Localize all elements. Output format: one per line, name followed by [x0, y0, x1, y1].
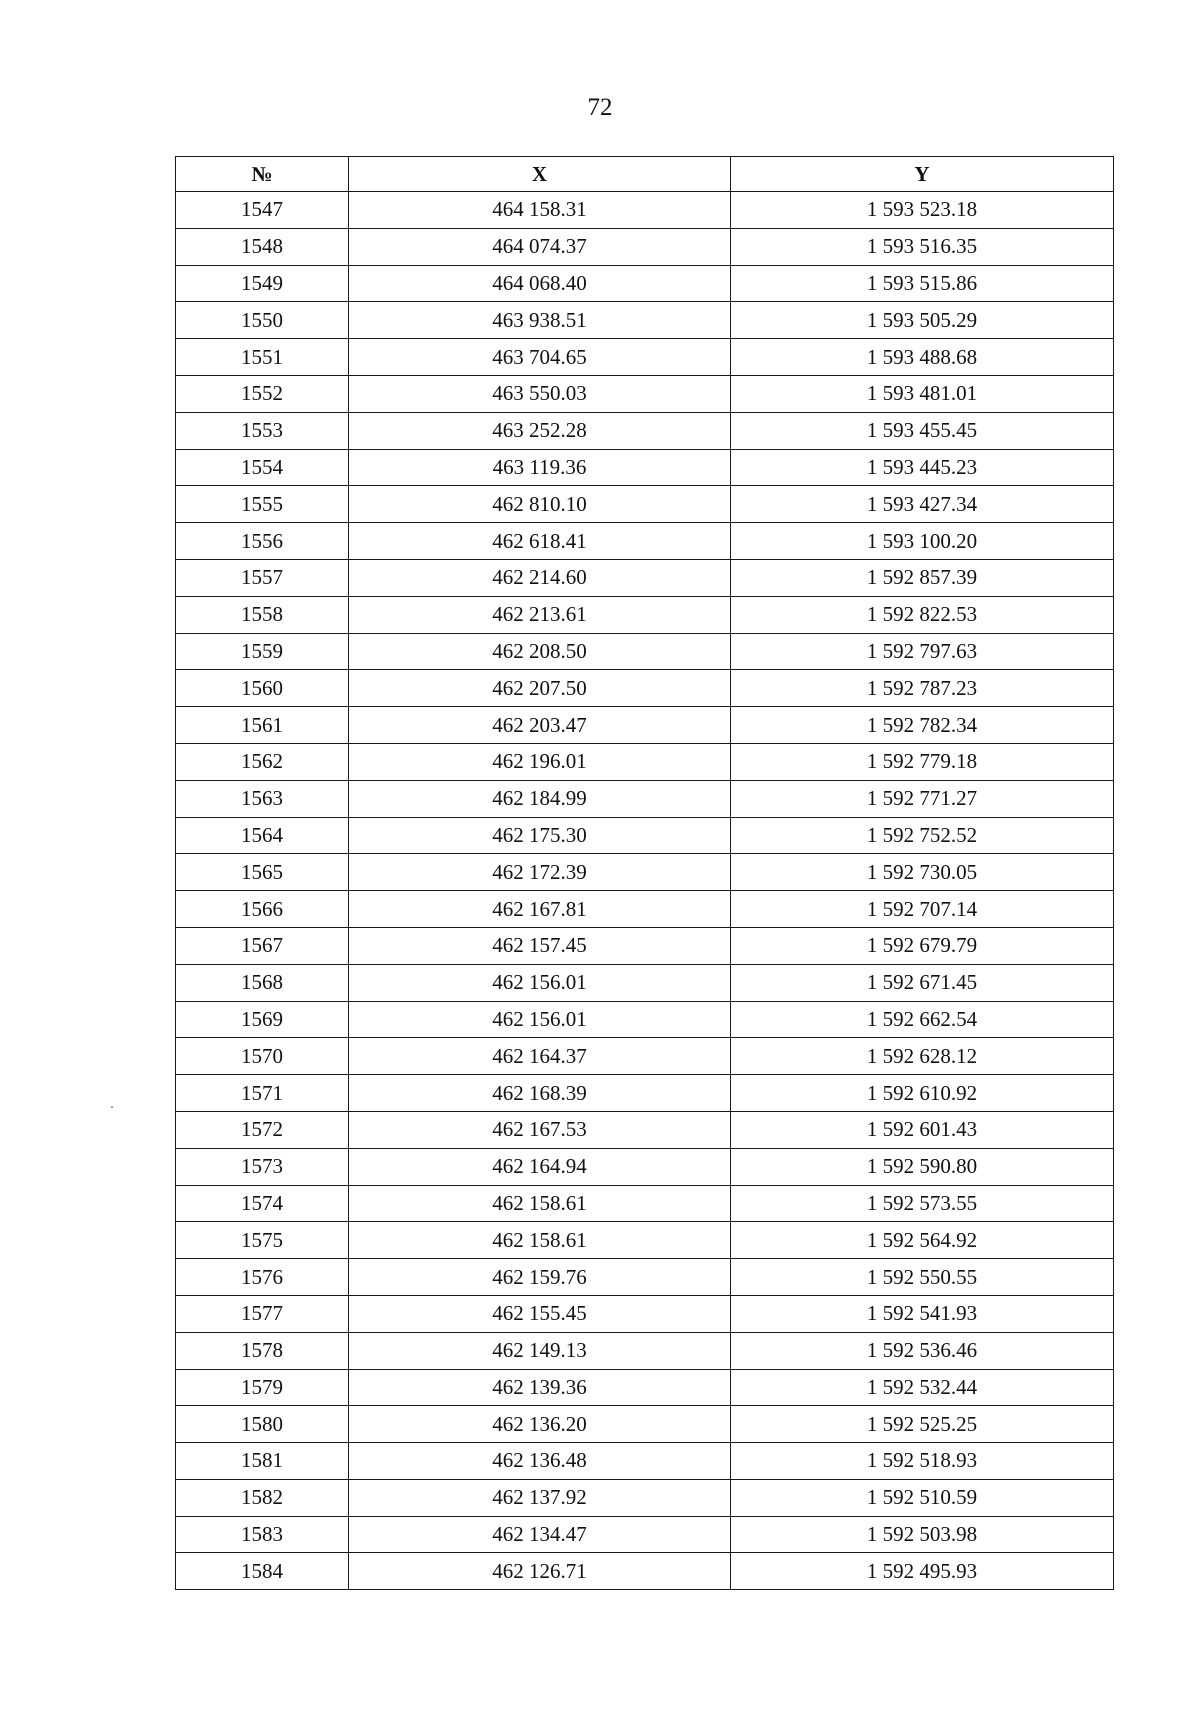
cell-y: 1 592 518.93 [731, 1443, 1114, 1480]
cell-y: 1 592 857.39 [731, 559, 1114, 596]
cell-y: 1 592 532.44 [731, 1369, 1114, 1406]
cell-y: 1 593 427.34 [731, 486, 1114, 523]
header-x: X [349, 157, 731, 192]
cell-number: 1578 [176, 1332, 349, 1369]
cell-x: 463 119.36 [349, 449, 731, 486]
table-row [176, 192, 1114, 229]
cell-y: 1 592 536.46 [731, 1332, 1114, 1369]
table-row [176, 633, 1114, 670]
cell-number: 1566 [176, 891, 349, 928]
cell-x: 462 159.76 [349, 1259, 731, 1296]
scan-speck [111, 1106, 113, 1108]
table-row [176, 1479, 1114, 1516]
cell-y: 1 592 752.52 [731, 817, 1114, 854]
table-row [176, 743, 1114, 780]
cell-number: 1569 [176, 1001, 349, 1038]
cell-x: 464 074.37 [349, 228, 731, 265]
cell-x: 462 158.61 [349, 1185, 731, 1222]
table-row [176, 927, 1114, 964]
cell-number: 1581 [176, 1443, 349, 1480]
table-row [176, 1111, 1114, 1148]
table-row [176, 1332, 1114, 1369]
table-row [176, 1295, 1114, 1332]
cell-x: 462 149.13 [349, 1332, 731, 1369]
table-row [176, 707, 1114, 744]
header-number: № [176, 157, 349, 192]
table-row [176, 302, 1114, 339]
cell-number: 1559 [176, 633, 349, 670]
cell-number: 1570 [176, 1038, 349, 1075]
cell-y: 1 592 601.43 [731, 1111, 1114, 1148]
cell-x: 462 213.61 [349, 596, 731, 633]
cell-number: 1584 [176, 1553, 349, 1590]
cell-number: 1549 [176, 265, 349, 302]
cell-y: 1 592 787.23 [731, 670, 1114, 707]
table-row [176, 1369, 1114, 1406]
table-row [176, 780, 1114, 817]
cell-x: 462 167.53 [349, 1111, 731, 1148]
cell-y: 1 592 771.27 [731, 780, 1114, 817]
cell-x: 462 158.61 [349, 1222, 731, 1259]
cell-number: 1562 [176, 743, 349, 780]
cell-x: 463 252.28 [349, 412, 731, 449]
cell-y: 1 592 610.92 [731, 1075, 1114, 1112]
cell-number: 1564 [176, 817, 349, 854]
cell-x: 463 938.51 [349, 302, 731, 339]
cell-y: 1 593 481.01 [731, 375, 1114, 412]
cell-y: 1 593 516.35 [731, 228, 1114, 265]
cell-y: 1 592 671.45 [731, 964, 1114, 1001]
cell-number: 1568 [176, 964, 349, 1001]
header-row [176, 157, 1114, 192]
table-row [176, 1443, 1114, 1480]
cell-number: 1555 [176, 486, 349, 523]
cell-number: 1554 [176, 449, 349, 486]
table-row [176, 596, 1114, 633]
table-row [176, 486, 1114, 523]
cell-y: 1 592 541.93 [731, 1295, 1114, 1332]
cell-number: 1551 [176, 339, 349, 376]
cell-x: 462 810.10 [349, 486, 731, 523]
table-row [176, 964, 1114, 1001]
cell-y: 1 592 550.55 [731, 1259, 1114, 1296]
cell-number: 1553 [176, 412, 349, 449]
cell-y: 1 592 797.63 [731, 633, 1114, 670]
cell-x: 464 068.40 [349, 265, 731, 302]
cell-number: 1582 [176, 1479, 349, 1516]
table-row [176, 1038, 1114, 1075]
cell-number: 1550 [176, 302, 349, 339]
cell-x: 464 158.31 [349, 192, 731, 229]
cell-y: 1 593 488.68 [731, 339, 1114, 376]
table-row [176, 228, 1114, 265]
cell-x: 462 136.48 [349, 1443, 731, 1480]
cell-y: 1 592 730.05 [731, 854, 1114, 891]
cell-y: 1 592 707.14 [731, 891, 1114, 928]
cell-number: 1577 [176, 1295, 349, 1332]
cell-y: 1 593 455.45 [731, 412, 1114, 449]
cell-x: 463 550.03 [349, 375, 731, 412]
cell-y: 1 593 445.23 [731, 449, 1114, 486]
cell-x: 462 167.81 [349, 891, 731, 928]
cell-y: 1 593 515.86 [731, 265, 1114, 302]
cell-x: 462 172.39 [349, 854, 731, 891]
cell-x: 462 208.50 [349, 633, 731, 670]
table-row [176, 1001, 1114, 1038]
table-row [176, 670, 1114, 707]
cell-number: 1563 [176, 780, 349, 817]
table-row [176, 523, 1114, 560]
cell-number: 1557 [176, 559, 349, 596]
cell-number: 1565 [176, 854, 349, 891]
table-row [176, 1259, 1114, 1296]
cell-y: 1 592 628.12 [731, 1038, 1114, 1075]
cell-x: 462 618.41 [349, 523, 731, 560]
cell-x: 462 168.39 [349, 1075, 731, 1112]
cell-x: 462 196.01 [349, 743, 731, 780]
cell-y: 1 592 679.79 [731, 927, 1114, 964]
cell-number: 1556 [176, 523, 349, 560]
cell-x: 462 156.01 [349, 1001, 731, 1038]
table-row [176, 891, 1114, 928]
table-row [176, 449, 1114, 486]
cell-y: 1 592 662.54 [731, 1001, 1114, 1038]
cell-x: 462 139.36 [349, 1369, 731, 1406]
cell-number: 1574 [176, 1185, 349, 1222]
cell-y: 1 592 564.92 [731, 1222, 1114, 1259]
cell-x: 462 207.50 [349, 670, 731, 707]
table-body [176, 192, 1114, 1590]
cell-x: 462 157.45 [349, 927, 731, 964]
cell-y: 1 593 100.20 [731, 523, 1114, 560]
table-row [176, 1516, 1114, 1553]
table-row [176, 1222, 1114, 1259]
cell-number: 1576 [176, 1259, 349, 1296]
cell-y: 1 592 782.34 [731, 707, 1114, 744]
table-row [176, 1185, 1114, 1222]
page-number: 72 [587, 94, 613, 121]
cell-number: 1552 [176, 375, 349, 412]
cell-y: 1 592 503.98 [731, 1516, 1114, 1553]
cell-number: 1571 [176, 1075, 349, 1112]
table-row [176, 1553, 1114, 1590]
cell-x: 462 134.47 [349, 1516, 731, 1553]
header-y: Y [731, 157, 1114, 192]
cell-x: 462 184.99 [349, 780, 731, 817]
cell-y: 1 592 590.80 [731, 1148, 1114, 1185]
table-row [176, 375, 1114, 412]
cell-y: 1 593 505.29 [731, 302, 1114, 339]
cell-x: 462 214.60 [349, 559, 731, 596]
cell-number: 1579 [176, 1369, 349, 1406]
cell-y: 1 592 822.53 [731, 596, 1114, 633]
cell-x: 462 175.30 [349, 817, 731, 854]
cell-y: 1 592 495.93 [731, 1553, 1114, 1590]
table-row [176, 559, 1114, 596]
table-row [176, 339, 1114, 376]
cell-y: 1 592 525.25 [731, 1406, 1114, 1443]
table-row [176, 854, 1114, 891]
table-row [176, 1148, 1114, 1185]
cell-x: 462 164.94 [349, 1148, 731, 1185]
table-row [176, 1075, 1114, 1112]
cell-number: 1580 [176, 1406, 349, 1443]
cell-number: 1548 [176, 228, 349, 265]
cell-number: 1583 [176, 1516, 349, 1553]
cell-number: 1561 [176, 707, 349, 744]
table-row [176, 817, 1114, 854]
table-row [176, 1406, 1114, 1443]
cell-x: 462 126.71 [349, 1553, 731, 1590]
cell-x: 462 155.45 [349, 1295, 731, 1332]
cell-number: 1572 [176, 1111, 349, 1148]
cell-number: 1575 [176, 1222, 349, 1259]
cell-x: 462 156.01 [349, 964, 731, 1001]
cell-number: 1573 [176, 1148, 349, 1185]
table-row [176, 265, 1114, 302]
cell-y: 1 592 573.55 [731, 1185, 1114, 1222]
cell-y: 1 592 510.59 [731, 1479, 1114, 1516]
cell-y: 1 593 523.18 [731, 192, 1114, 229]
cell-x: 462 136.20 [349, 1406, 731, 1443]
cell-number: 1558 [176, 596, 349, 633]
cell-number: 1547 [176, 192, 349, 229]
cell-x: 463 704.65 [349, 339, 731, 376]
cell-number: 1567 [176, 927, 349, 964]
cell-x: 462 137.92 [349, 1479, 731, 1516]
cell-y: 1 592 779.18 [731, 743, 1114, 780]
table-header [176, 157, 1114, 192]
cell-number: 1560 [176, 670, 349, 707]
coordinates-table [175, 156, 1114, 1590]
cell-x: 462 164.37 [349, 1038, 731, 1075]
table-row [176, 412, 1114, 449]
cell-x: 462 203.47 [349, 707, 731, 744]
